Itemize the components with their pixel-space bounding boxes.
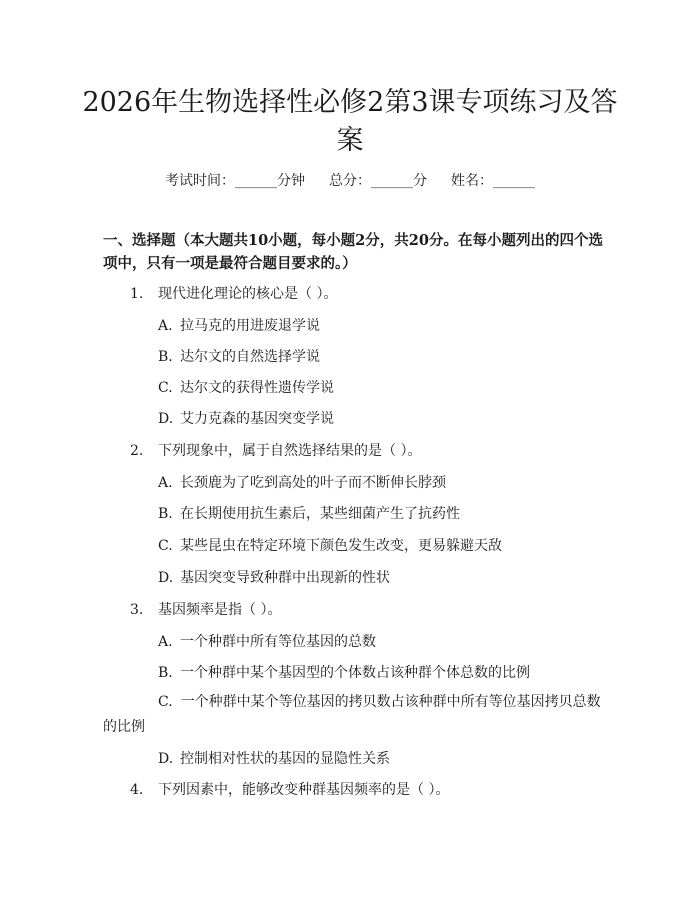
option-text: 某些昆虫在特定环境下颜色发生改变，更易躲避天敌 [180, 538, 502, 554]
question-2-option-c [158, 535, 502, 555]
option-letter: A. [158, 475, 173, 491]
option-text: 艾力克森的基因突变学说 [180, 411, 334, 427]
question-number: 2. [130, 443, 144, 459]
option-text: 在长期使用抗生素后，某些细菌产生了抗药性 [180, 506, 460, 522]
option-letter: D. [158, 751, 174, 767]
question-3 [130, 599, 281, 619]
question-number: 3. [130, 602, 144, 618]
question-1-option-b [158, 346, 320, 366]
option-letter: B. [158, 349, 173, 365]
question-stem: 基因频率是指（ ）。 [158, 602, 282, 618]
question-number: 1. [130, 286, 144, 302]
question-1-option-c [158, 377, 334, 397]
option-text: 长颈鹿为了吃到高处的叶子而不断伸长脖颈 [180, 475, 446, 491]
question-2-option-b [158, 503, 460, 523]
question-1-option-d [158, 408, 334, 428]
section-heading: 一、选择题（本大题共10小题，每小题2分，共20分。在每小题列出的四个选项中，只有一项是最符合题目要求的。） [103, 232, 603, 272]
question-stem: 现代进化理论的核心是（ ）。 [158, 286, 338, 302]
question-1 [130, 283, 337, 303]
question-4 [130, 779, 449, 799]
question-number: 4. [130, 782, 144, 798]
question-2-option-d [158, 567, 390, 587]
question-3-option-a [158, 631, 376, 651]
question-1-option-a [158, 315, 320, 335]
option-letter: B. [158, 665, 173, 681]
option-text: 基因突变导致种群中出现新的性状 [180, 570, 390, 586]
option-letter: C. [158, 380, 173, 396]
question-2-option-a [158, 472, 446, 492]
option-letter: B. [158, 506, 173, 522]
exam-info-line [0, 170, 700, 190]
name-field: 姓名：______ [451, 173, 535, 189]
total-score-field: 总分：______分 [329, 173, 427, 189]
option-text: 一个种群中某个基因型的个体数占该种群个体总数的比例 [180, 665, 530, 681]
question-3-option-c [103, 690, 603, 740]
question-3-option-d [158, 748, 390, 768]
question-3-option-b [158, 662, 530, 682]
option-text: 达尔文的获得性遗传学说 [180, 380, 334, 396]
question-stem: 下列现象中，属于自然选择结果的是（ ）。 [158, 443, 422, 459]
question-2 [130, 440, 421, 460]
exam-time-field: 考试时间：______分钟 [165, 173, 305, 189]
option-text: 一个种群中某个等位基因的拷贝数占该种群中所有等位基因拷贝总数的比例 [103, 694, 601, 735]
page-title: 2026年生物选择性必修2第3课专项练习及答案 [82, 87, 618, 156]
option-text: 拉马克的用进废退学说 [180, 318, 320, 334]
option-text: 一个种群中所有等位基因的总数 [180, 634, 376, 650]
option-letter: C. [158, 694, 173, 710]
option-letter: D. [158, 411, 174, 427]
option-text: 控制相对性状的基因的显隐性关系 [180, 751, 390, 767]
option-text: 达尔文的自然选择学说 [180, 349, 320, 365]
option-letter: C. [158, 538, 173, 554]
question-stem: 下列因素中，能够改变种群基因频率的是（ ）。 [158, 782, 450, 798]
option-letter: A. [158, 318, 173, 334]
option-letter: A. [158, 634, 173, 650]
option-letter: D. [158, 570, 174, 586]
